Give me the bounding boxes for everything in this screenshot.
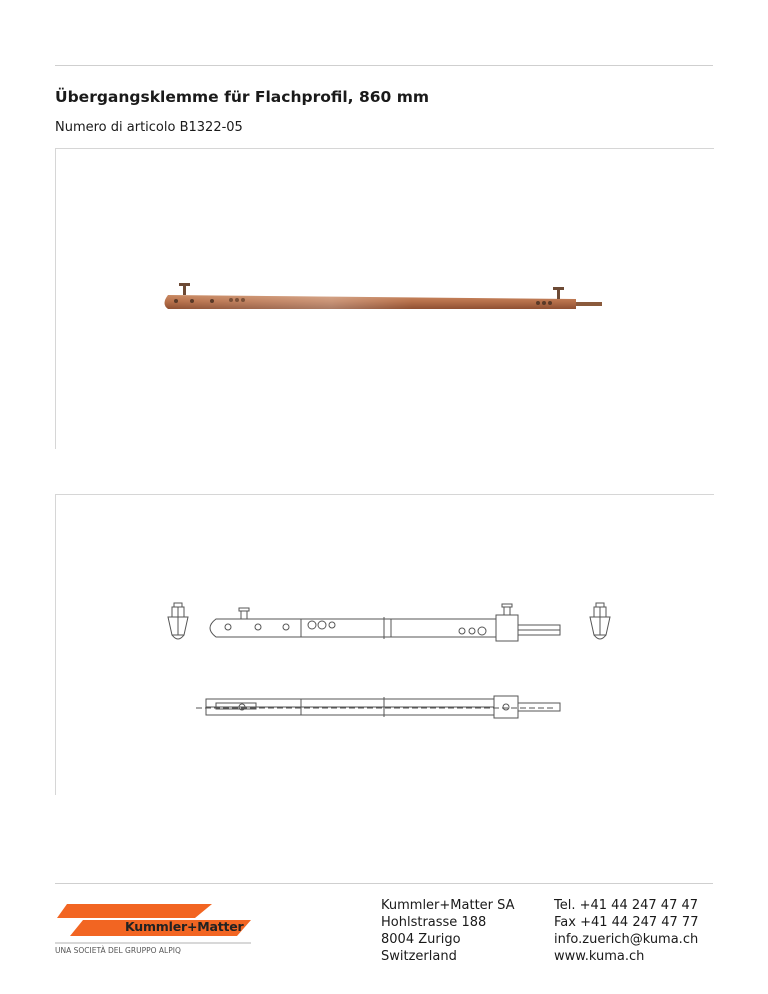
fax-number: Fax +41 44 247 47 77 (554, 915, 699, 930)
company-contact (554, 897, 698, 965)
product-title: Übergangsklemme für Flachprofil, 860 mm (55, 88, 430, 106)
address-line: Kummler+Matter SA (381, 898, 515, 913)
company-address (381, 897, 515, 965)
company-logo (55, 898, 255, 960)
website-link[interactable]: www.kuma.ch (554, 949, 645, 964)
article-number: Numero di articolo B1322-05 (55, 120, 243, 135)
email-link[interactable]: info.zuerich@kuma.ch (554, 932, 699, 947)
address-line: 8004 Zurigo (381, 932, 461, 947)
phone-number: Tel. +41 44 247 47 47 (554, 898, 699, 913)
product-photo-frame (55, 148, 714, 449)
product-photo (56, 149, 714, 449)
technical-drawing-frame (55, 494, 714, 795)
left-end-view (168, 603, 188, 639)
logo-tagline: UNA SOCIETÀ DEL GRUPPO ALPIQ (55, 946, 181, 955)
logo-brand-text: Kummler+Matter (125, 919, 244, 934)
address-line: Hohlstrasse 188 (381, 915, 487, 930)
top-divider (55, 65, 713, 66)
right-end-view (590, 603, 610, 639)
address-line: Switzerland (381, 949, 457, 964)
footer-divider (55, 883, 713, 884)
top-view (210, 604, 560, 641)
side-view (196, 696, 560, 718)
technical-drawing (56, 495, 714, 795)
